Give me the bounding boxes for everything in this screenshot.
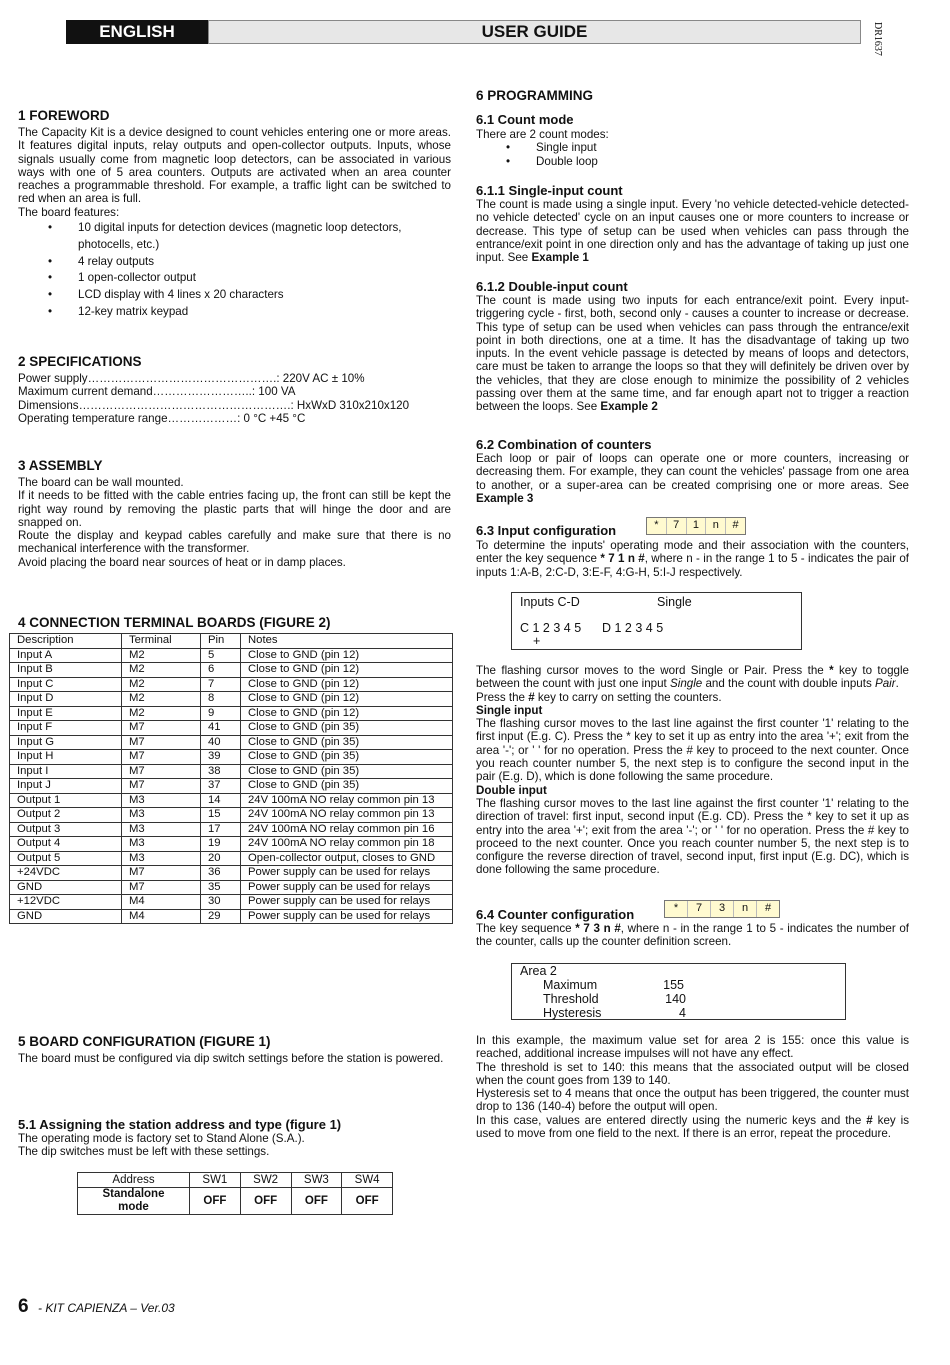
table-cell: Close to GND (pin 35) bbox=[241, 764, 453, 779]
table-row bbox=[10, 706, 453, 721]
paragraph: Route the display and keypad cables carefully and make sure that there is no mechanical interference with the transformer. bbox=[18, 529, 451, 556]
list-item: • 1 open-collector output bbox=[18, 270, 451, 287]
spec-line: Operating temperature range………………: 0 °C +45 °C bbox=[18, 411, 306, 425]
count-modes-list bbox=[476, 141, 909, 168]
features-list bbox=[18, 220, 451, 321]
table-row bbox=[10, 822, 453, 837]
section-6-1-2-title: 6.1.2 Double-input count bbox=[476, 279, 628, 294]
table-cell: M7 bbox=[122, 721, 201, 736]
key-label: 7 bbox=[667, 518, 687, 534]
lcd-text: D 1 2 3 4 5 bbox=[602, 621, 664, 635]
paragraph-text: The count is made using a single input. Every 'no vehicle detected-vehicle detected-no vehicle detected' cycle on an input causes one or more counters to increase or decrease. This type of setup can be used when vehicles can pass through the entrance/exit point in one direction only and has the advantage of taking up just one input. See bbox=[476, 198, 909, 265]
text-span: . bbox=[895, 677, 899, 691]
key-label: # bbox=[764, 902, 772, 914]
list-item: • 10 digital inputs for detection devices (magnetic loop detectors, photocells, etc.) bbox=[18, 220, 451, 254]
table-header: SW2 bbox=[240, 1173, 291, 1188]
table-cell: Output 2 bbox=[10, 808, 122, 823]
key-label: 3 bbox=[711, 901, 734, 917]
section-5-1-title: 5.1 Assigning the station address and type (figure 1) bbox=[18, 1117, 342, 1132]
table-cell: 37 bbox=[201, 779, 241, 794]
table-cell: 20 bbox=[201, 851, 241, 866]
paragraph bbox=[476, 691, 909, 704]
table-row bbox=[10, 648, 453, 663]
table-cell: 38 bbox=[201, 764, 241, 779]
key-sequence: * 7 3 n # bbox=[575, 922, 621, 935]
key-label: 1 bbox=[687, 518, 707, 534]
paragraph: The board can be wall mounted. bbox=[18, 476, 184, 489]
paragraph: The flashing cursor moves to the last line against the first counter '1' relating to the direction of travel: first input, second input (E.g. CD). Press the * key to set it up as entry into the area '+'; exit from the area '-'; or ' ' for no operation. Press the # key to proceed to the next counter. Once you reach counter number 5, the next step is to configure the reverse direction of travel, second input, first input (E.g. DC), which is done following the same procedure. bbox=[476, 796, 909, 877]
table-cell: Input H bbox=[10, 750, 122, 765]
table-cell: M2 bbox=[122, 706, 201, 721]
table-cell: 24V 100mA NO relay common pin 13 bbox=[241, 808, 453, 823]
section-6-title: 6 PROGRAMMING bbox=[476, 88, 594, 103]
text-span: The key sequence bbox=[476, 922, 576, 935]
count-modes-intro: There are 2 count modes: bbox=[476, 128, 609, 141]
lcd-value: 155 bbox=[663, 978, 684, 992]
station-text bbox=[18, 1132, 451, 1159]
table-cell: 39 bbox=[201, 750, 241, 765]
paragraph-text: Each loop or pair of loops can operate one or more counters, increasing or decreasing them. For example, they can count the vehicles' passage from one area to another, or a super-area can be created comprising one or more areas. See bbox=[476, 452, 909, 492]
paragraph: Hysteresis set to 4 means that once the output has been triggered, the counter must drop to 136 (140-4) before the output will open. bbox=[476, 1087, 909, 1114]
lcd-text: Inputs C-D bbox=[520, 595, 580, 609]
table-cell: Close to GND (pin 12) bbox=[241, 692, 453, 707]
paragraph: The flashing cursor moves to the last line against the first counter '1' relating to the first input (E.g. C). Press the * key to set it up as entry into the area '+'; exit from the area '-'; or ' ' for no operation. Press the # key to proceed to the next counter. Once you reach counter number 5, the next step is to configure the second input in the pair (E.g. D), which is done following the same procedure. bbox=[476, 717, 909, 784]
key-symbol: * bbox=[829, 664, 834, 677]
table-cell: M7 bbox=[122, 764, 201, 779]
table-cell: M7 bbox=[122, 750, 201, 765]
table-cell: Input I bbox=[10, 764, 122, 779]
table-row bbox=[10, 779, 453, 794]
section-3-title: 3 ASSEMBLY bbox=[18, 458, 103, 473]
paragraph bbox=[476, 664, 909, 691]
table-cell: Close to GND (pin 12) bbox=[241, 706, 453, 721]
table-row bbox=[10, 677, 453, 692]
paragraph: The threshold is set to 140: this means that the associated output will be closed when the count goes from 139 to 140. bbox=[476, 1060, 909, 1087]
table-cell: Output 4 bbox=[10, 837, 122, 852]
table-cell: 17 bbox=[201, 822, 241, 837]
table-cell: 6 bbox=[201, 663, 241, 678]
table-cell: Output 1 bbox=[10, 793, 122, 808]
paragraph: If it needs to be fitted with the cable entries facing up, the front can still be kept the right way round by removing the plastic parts that will hinge the door and are snapped on. bbox=[18, 489, 451, 529]
text-span: key to carry on setting the counters. bbox=[534, 690, 722, 704]
table-row bbox=[10, 692, 453, 707]
section-6-1-1-title: 6.1.1 Single-input count bbox=[476, 183, 623, 198]
list-item: • Double loop bbox=[476, 155, 909, 169]
table-cell: M3 bbox=[122, 837, 201, 852]
table-cell: OFF bbox=[240, 1188, 291, 1215]
table-cell: Close to GND (pin 12) bbox=[241, 677, 453, 692]
text-span: key to toggle between the count with just one input bbox=[476, 664, 909, 691]
table-cell: M2 bbox=[122, 677, 201, 692]
section-6-2-title: 6.2 Combination of counters bbox=[476, 437, 652, 452]
table-cell: Output 3 bbox=[10, 822, 122, 837]
table-cell: 30 bbox=[201, 895, 241, 910]
table-cell: 9 bbox=[201, 706, 241, 721]
table-row bbox=[10, 793, 453, 808]
table-header: Terminal bbox=[122, 634, 201, 649]
section-6-3-title: 6.3 Input configuration bbox=[476, 523, 617, 538]
paragraph: The operating mode is factory set to Stand Alone (S.A.). bbox=[18, 1132, 305, 1145]
paragraph: In this example, the maximum value set for area 2 is 155: once this value is reached, additional increase impulses will not have any effect. bbox=[476, 1034, 909, 1061]
assembly-text bbox=[18, 476, 451, 569]
table-cell: Power supply can be used for relays bbox=[241, 880, 453, 895]
table-cell: OFF bbox=[342, 1188, 393, 1215]
table-cell: Input J bbox=[10, 779, 122, 794]
table-cell: 24V 100mA NO relay common pin 16 bbox=[241, 822, 453, 837]
spec-line: Maximum current demand……………………..: 100 VA bbox=[18, 385, 296, 399]
table-header: Description bbox=[10, 634, 122, 649]
table-cell: Input A bbox=[10, 648, 122, 663]
section-6-1-title: 6.1 Count mode bbox=[476, 112, 574, 127]
table-row bbox=[10, 851, 453, 866]
lcd-value: 140 bbox=[665, 992, 686, 1006]
table-cell: GND bbox=[10, 880, 122, 895]
key-label: * bbox=[647, 518, 667, 534]
lcd-text: C 1 2 3 4 5 bbox=[520, 621, 582, 635]
document-code: DR1637 bbox=[872, 22, 883, 56]
lcd-text: Single bbox=[657, 595, 692, 609]
table-cell: +12VDC bbox=[10, 895, 122, 910]
table-cell: Input G bbox=[10, 735, 122, 750]
table-cell: Close to GND (pin 35) bbox=[241, 735, 453, 750]
single-input-text bbox=[476, 198, 909, 264]
table-cell: 35 bbox=[201, 880, 241, 895]
paragraph bbox=[476, 1114, 909, 1141]
counter-config-details bbox=[476, 1034, 909, 1140]
table-cell: M3 bbox=[122, 793, 201, 808]
key-label: n bbox=[706, 518, 726, 534]
lcd-text: Area 2 bbox=[520, 964, 557, 978]
table-cell: Open-collector output, closes to GND bbox=[241, 851, 453, 866]
table-row bbox=[10, 895, 453, 910]
table-cell: Close to GND (pin 35) bbox=[241, 721, 453, 736]
table-cell: Output 5 bbox=[10, 851, 122, 866]
text-span: To determine the inputs' operating mode and their association with the counters, enter the key sequence bbox=[476, 539, 909, 566]
key-label: * bbox=[665, 901, 688, 917]
table-cell: Input C bbox=[10, 677, 122, 692]
example-ref: Example 3 bbox=[476, 491, 534, 505]
table-cell: M4 bbox=[122, 909, 201, 924]
key-label: 7 bbox=[688, 901, 711, 917]
table-cell: M2 bbox=[122, 648, 201, 663]
table-cell: 19 bbox=[201, 837, 241, 852]
language-label: ENGLISH bbox=[66, 20, 208, 44]
section-6-4-title: 6.4 Counter configuration bbox=[476, 907, 635, 922]
counter-config-intro bbox=[476, 922, 909, 949]
lcd-text: + bbox=[533, 634, 541, 648]
table-cell: 7 bbox=[201, 677, 241, 692]
lcd-display-inputs bbox=[511, 592, 802, 650]
table-cell: M4 bbox=[122, 895, 201, 910]
section-1-title: 1 FOREWORD bbox=[18, 108, 110, 123]
table-cell: M7 bbox=[122, 735, 201, 750]
lcd-display-area bbox=[511, 963, 846, 1020]
text-span: In this case, values are entered directly using the numeric keys and the bbox=[476, 1113, 867, 1127]
table-header: SW3 bbox=[291, 1173, 342, 1188]
table-cell: M3 bbox=[122, 851, 201, 866]
input-config-details bbox=[476, 664, 909, 877]
lcd-text: Hysteresis bbox=[543, 1006, 602, 1020]
table-header: SW1 bbox=[190, 1173, 241, 1188]
table-row bbox=[10, 663, 453, 678]
table-cell: M3 bbox=[122, 822, 201, 837]
table-cell: M7 bbox=[122, 880, 201, 895]
table-cell: OFF bbox=[291, 1188, 342, 1215]
text-span: , where n - in the range 1 to 5 - indicates the pair of inputs 1:A-B, 2:C-D, 3:E-F, 4:G-H, 5:I-J respectively. bbox=[476, 552, 909, 579]
key-label: # bbox=[732, 519, 739, 531]
spec-line: Power supply………………………………………….: 220V AC ± 10% bbox=[18, 372, 365, 385]
text-span: key is used to move from one field to the next. If there is an error, repeat the procedure. bbox=[476, 1113, 910, 1141]
key-sequence-71 bbox=[646, 517, 746, 535]
table-row bbox=[10, 880, 453, 895]
table-cell: Close to GND (pin 35) bbox=[241, 779, 453, 794]
table-cell: M2 bbox=[122, 692, 201, 707]
input-config-intro bbox=[476, 539, 909, 579]
table-cell: 36 bbox=[201, 866, 241, 881]
table-cell: 41 bbox=[201, 721, 241, 736]
key-symbol: # bbox=[866, 1113, 873, 1127]
footer-text: - KIT CAPIENZA – Ver.03 bbox=[38, 1301, 175, 1315]
text-span: Press the bbox=[476, 690, 529, 704]
table-cell: 14 bbox=[201, 793, 241, 808]
list-item: • 12-key matrix keypad bbox=[18, 304, 451, 321]
text-span: The flashing cursor moves to the word Single or Pair. Press the bbox=[476, 664, 830, 677]
key-symbol: # bbox=[528, 690, 535, 704]
table-cell: M3 bbox=[122, 808, 201, 823]
table-header-row bbox=[10, 634, 453, 649]
table-cell: M7 bbox=[122, 866, 201, 881]
section-4-title: 4 CONNECTION TERMINAL BOARDS (FIGURE 2) bbox=[18, 615, 331, 630]
section-2-title: 2 SPECIFICATIONS bbox=[18, 354, 142, 369]
table-header: Address bbox=[78, 1173, 190, 1188]
table-cell: M7 bbox=[122, 779, 201, 794]
table-cell: OFF bbox=[190, 1188, 241, 1215]
dip-switch-table bbox=[77, 1172, 393, 1215]
text-span: and the count with double inputs bbox=[702, 677, 875, 691]
table-cell: Power supply can be used for relays bbox=[241, 895, 453, 910]
foreword-text: The Capacity Kit is a device designed to count vehicles entering one or more areas. It features digital inputs, relay outputs and open-collector outputs. Inputs, whose signals usually come from magnetic loop detectors, can be associated in various ways with one of 5 area counters. Outputs are activated when an area counter reaches a programmable threshold. For example, a traffic light can be switched to red when an area is full. bbox=[18, 126, 451, 206]
list-item: • 4 relay outputs bbox=[18, 254, 451, 271]
table-header: Notes bbox=[241, 634, 453, 649]
table-cell: Power supply can be used for relays bbox=[241, 866, 453, 881]
table-cell: Input F bbox=[10, 721, 122, 736]
text-span: Single bbox=[670, 677, 703, 691]
table-row bbox=[10, 764, 453, 779]
page-number: 6 bbox=[18, 1296, 29, 1317]
table-cell: Close to GND (pin 12) bbox=[241, 648, 453, 663]
key-sequence: * 7 1 n # bbox=[600, 552, 645, 566]
key-sequence-73 bbox=[664, 900, 780, 918]
table-header: SW4 bbox=[342, 1173, 393, 1188]
example-ref: Example 2 bbox=[600, 400, 658, 414]
spec-line: Dimensions……………………………………………….: HxWxD 310x210x120 bbox=[18, 398, 410, 412]
paragraph: Avoid placing the board near sources of heat or in damp places. bbox=[18, 555, 346, 569]
table-cell: Input B bbox=[10, 663, 122, 678]
table-cell: Close to GND (pin 12) bbox=[241, 663, 453, 678]
paragraph: The dip switches must be left with these settings. bbox=[18, 1145, 270, 1159]
table-cell: 29 bbox=[201, 909, 241, 924]
table-cell: 40 bbox=[201, 735, 241, 750]
lcd-text: Maximum bbox=[543, 978, 598, 992]
lcd-text: Threshold bbox=[543, 992, 599, 1006]
double-input-text bbox=[476, 294, 909, 414]
combination-text bbox=[476, 452, 909, 505]
table-row bbox=[10, 866, 453, 881]
table-row bbox=[10, 837, 453, 852]
table-cell: Standalone mode bbox=[78, 1188, 190, 1215]
table-row bbox=[10, 909, 453, 924]
lcd-value: 4 bbox=[679, 1006, 686, 1020]
board-config-text: The board must be configured via dip switch settings before the station is powered. bbox=[18, 1052, 444, 1065]
section-5-title: 5 BOARD CONFIGURATION (FIGURE 1) bbox=[18, 1034, 271, 1049]
table-row bbox=[10, 735, 453, 750]
subheading: Double input bbox=[476, 783, 547, 797]
table-cell: 8 bbox=[201, 692, 241, 707]
paragraph-text: The count is made using two inputs for each entrance/exit point. Every input-triggering cycle - first, both, second only - causes a counter to increase or decrease. This type of setup can be used when vehicles can pass through the entrance/exit point in both directions, one at a time. It has the disadvantage of taking up two inputs. In the event vehicle passage is detected by means of loops and detectors, care must be taken to arrange the loops so that they will definitely be driven over by the vehicles, that they are close enough to minimize the possibility of 2 vehicles passing over them at the same time, and far enough apart not to trigger a reaction between the loops. See bbox=[476, 294, 909, 414]
subheading: Single input bbox=[476, 703, 543, 717]
table-cell: 24V 100mA NO relay common pin 18 bbox=[241, 837, 453, 852]
table-cell: Input D bbox=[10, 692, 122, 707]
table-row bbox=[10, 808, 453, 823]
table-header: Pin bbox=[201, 634, 241, 649]
text-span: Pair bbox=[875, 677, 896, 691]
specs-list bbox=[18, 372, 451, 425]
example-ref: Example 1 bbox=[531, 251, 589, 265]
features-label: The board features: bbox=[18, 206, 120, 219]
table-row bbox=[10, 721, 453, 736]
table-cell: 24V 100mA NO relay common pin 13 bbox=[241, 793, 453, 808]
table-row bbox=[10, 750, 453, 765]
list-item: • Single input bbox=[476, 141, 909, 155]
list-item: • LCD display with 4 lines x 20 characters bbox=[18, 287, 451, 304]
text-span: , where n - in the range 1 to 5 - indicates the number of the counter, calls up the counter definition screen. bbox=[476, 922, 910, 949]
table-cell: +24VDC bbox=[10, 866, 122, 881]
page-title: USER GUIDE bbox=[208, 20, 861, 44]
table-cell: Power supply can be used for relays bbox=[241, 909, 453, 924]
table-cell: 5 bbox=[201, 648, 241, 663]
table-cell: GND bbox=[10, 909, 122, 924]
table-cell: 15 bbox=[201, 808, 241, 823]
table-cell: M2 bbox=[122, 663, 201, 678]
table-cell: Close to GND (pin 35) bbox=[241, 750, 453, 765]
key-label: n bbox=[734, 901, 757, 917]
table-cell: Input E bbox=[10, 706, 122, 721]
connection-table bbox=[9, 633, 453, 924]
